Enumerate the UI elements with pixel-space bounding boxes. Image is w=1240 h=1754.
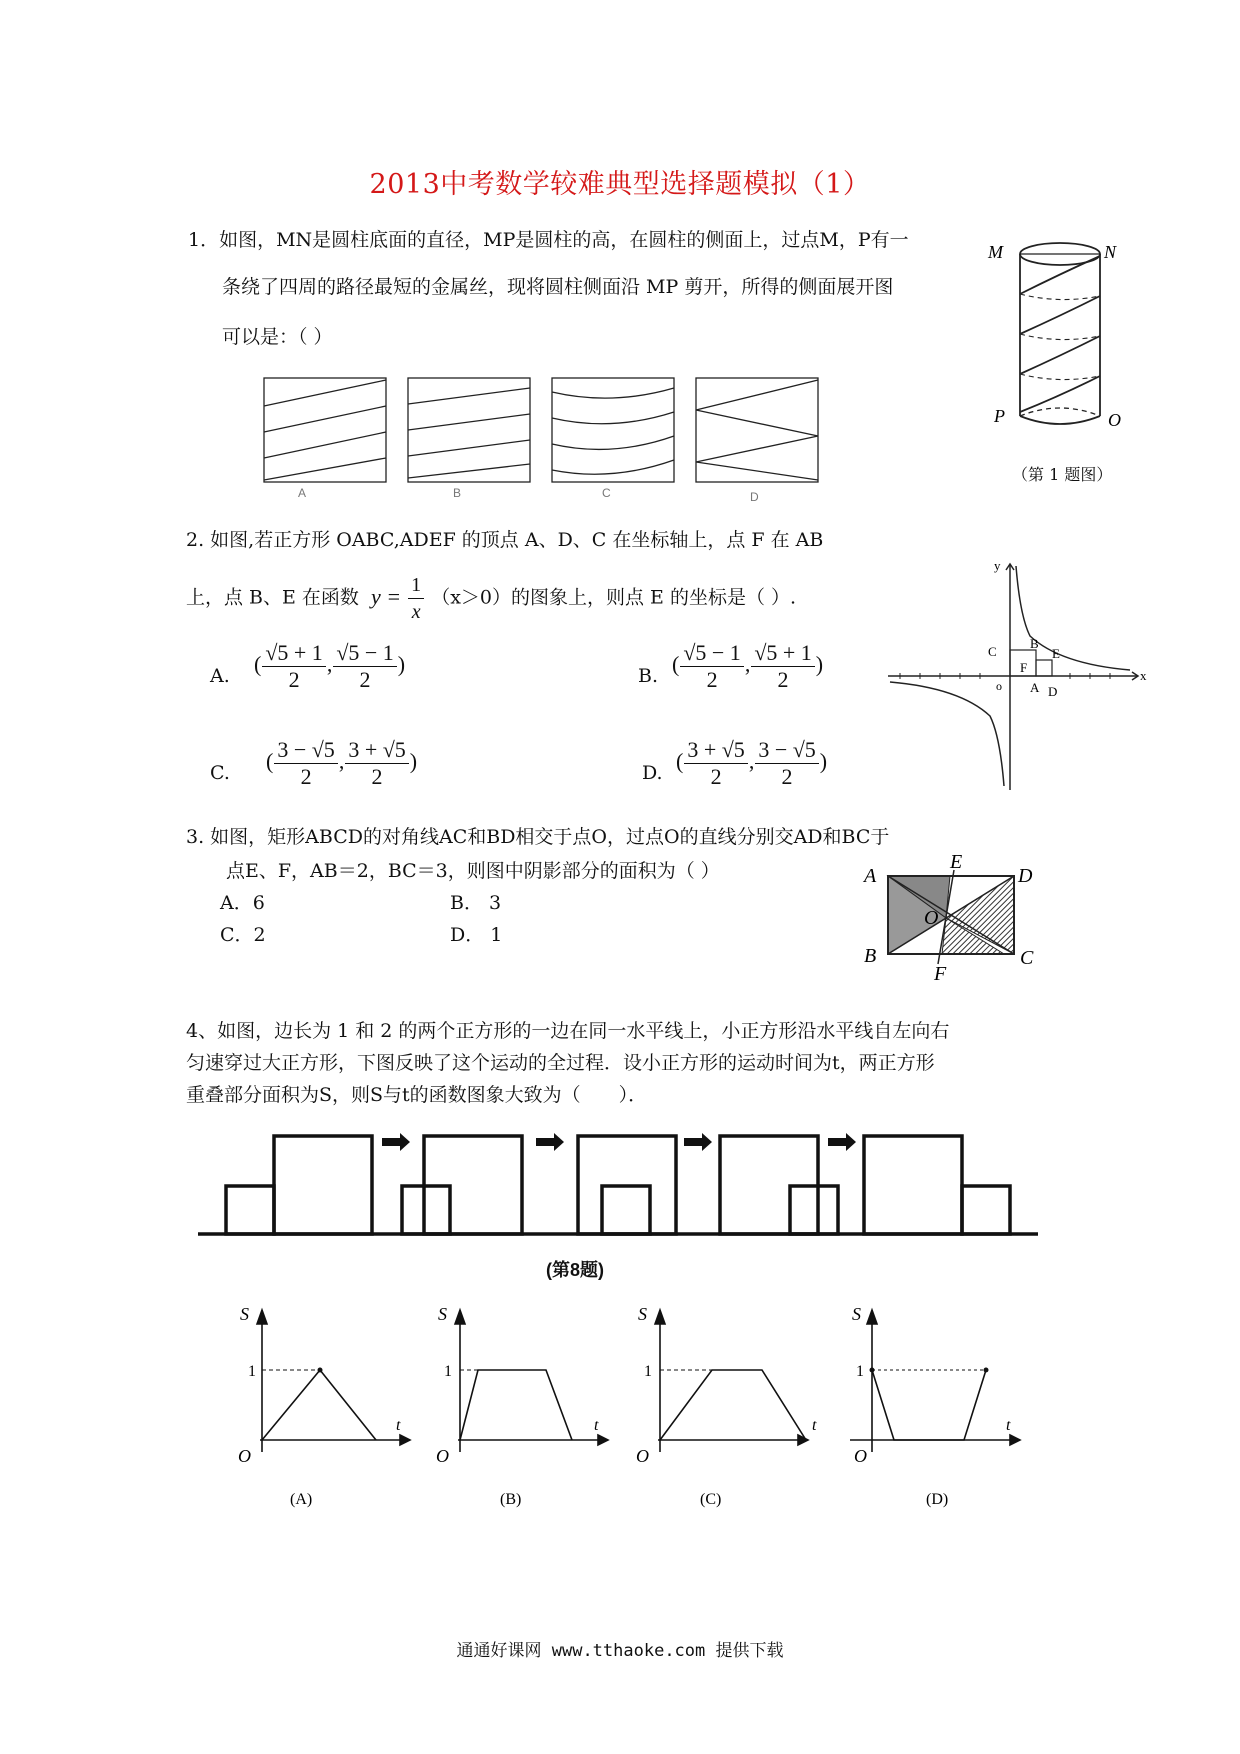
q3-fig-e: E bbox=[950, 851, 963, 873]
q1-panel-b bbox=[408, 378, 530, 482]
q2-func-frac: $\frac{1}{x}$ bbox=[408, 572, 424, 625]
q2-option-d: ( $\frac{3 + √5}{2}$ , $\frac{3 - √5}{2}$ ) bbox=[676, 737, 828, 789]
q2-option-d-letter: D. bbox=[642, 762, 663, 784]
q4-graph-b-s: S bbox=[438, 1304, 447, 1324]
q2-option-a-letter: A. bbox=[210, 665, 230, 687]
q4-graph-a-one: 1 bbox=[248, 1363, 256, 1380]
q4-line2: 匀速穿过大正方形，下图反映了这个运动的全过程．设小正方形的运动时间为t，两正方形 bbox=[186, 1052, 935, 1074]
q3-option-d: D． 1 bbox=[450, 924, 503, 946]
page-footer: 通通好课网 www.tthaoke.com 提供下载 bbox=[456, 1641, 784, 1661]
q2-option-c: ( $\frac{3 - √5}{2}$ , $\frac{3 + √5}{2}$ ) bbox=[266, 737, 418, 789]
q2-fig-y: y bbox=[994, 558, 1001, 573]
q4-graph-c-one: 1 bbox=[644, 1363, 652, 1380]
q2-fig-b: B bbox=[1030, 636, 1039, 651]
q2-option-b-letter: B. bbox=[638, 665, 659, 687]
page-title: 2013中考数学较难典型选择题模拟（1） bbox=[369, 169, 871, 200]
q4-graph-d-t: t bbox=[1006, 1417, 1011, 1434]
q4-graph-b-t: t bbox=[594, 1417, 599, 1434]
q4-graph-a-o: O bbox=[238, 1446, 251, 1466]
q1-label-d: D bbox=[750, 490, 759, 504]
q1-fig-m: M bbox=[988, 242, 1003, 262]
q3-fig-o: O bbox=[924, 907, 939, 929]
q4-graph-b bbox=[455, 1310, 608, 1452]
q2-func-lhs: y = bbox=[370, 583, 402, 609]
q4-graph-d-label: (D) bbox=[926, 1491, 949, 1508]
q4-fig-caption: (第8题) bbox=[546, 1260, 604, 1280]
q4-graph-d bbox=[850, 1310, 1020, 1452]
q3-line1: 3. 如图，矩形ABCD的对角线AC和BD相交于点O，过点O的直线分别交AD和BC于 bbox=[186, 826, 890, 848]
q1-label-c: C bbox=[602, 486, 611, 500]
q3-fig-b: B bbox=[864, 945, 877, 967]
q1-fig-p: P bbox=[994, 406, 1005, 426]
q3-fig-d: D bbox=[1018, 865, 1033, 887]
q4-graph-c-label: (C) bbox=[700, 1491, 722, 1508]
q4-graph-d-s: S bbox=[852, 1304, 861, 1324]
q4-motion-figure bbox=[196, 1122, 1046, 1252]
q4-graph-a-label: (A) bbox=[290, 1491, 313, 1508]
q2-graph-figure bbox=[880, 556, 1150, 796]
q1-cylinder-figure bbox=[990, 234, 1140, 444]
q4-graph-c bbox=[655, 1310, 808, 1452]
q4-graph-a-s: S bbox=[240, 1304, 249, 1324]
q1-panel-d bbox=[696, 378, 818, 482]
q4-graph-b-label: (B) bbox=[500, 1491, 522, 1508]
q3-fig-a: A bbox=[864, 865, 877, 887]
q1-panel-a bbox=[264, 378, 386, 482]
q1-caption: （第 1 题图） bbox=[1012, 465, 1113, 484]
q2-fig-f: F bbox=[1020, 660, 1028, 675]
q2-fig-d: D bbox=[1048, 684, 1058, 699]
q1-line2: 条绕了四周的路径最短的金属丝，现将圆柱侧面沿 MP 剪开，所得的侧面展开图 bbox=[222, 276, 894, 298]
q1-label-b: B bbox=[453, 486, 462, 500]
q4-graph-c-o: O bbox=[636, 1446, 649, 1466]
q3-option-b: B． 3 bbox=[450, 892, 502, 914]
q4-graph-c-t: t bbox=[812, 1417, 817, 1434]
q4-graph-a-t: t bbox=[396, 1417, 401, 1434]
q1-fig-n: N bbox=[1104, 242, 1117, 262]
q2-fig-x: x bbox=[1140, 668, 1147, 683]
q4-line3: 重叠部分面积为S，则S与t的函数图象大致为（ ）． bbox=[186, 1084, 648, 1106]
q4-graphs-figure bbox=[200, 1300, 1040, 1510]
q2-fig-c: C bbox=[988, 644, 997, 659]
q2-fig-a: A bbox=[1030, 680, 1040, 695]
q2-fig-e: E bbox=[1052, 646, 1060, 661]
q4-graph-d-one: 1 bbox=[856, 1363, 864, 1380]
q3-rectangle-figure bbox=[858, 850, 1058, 985]
q3-option-a: A．6 bbox=[220, 892, 265, 914]
q1-line3: 可以是：（ ） bbox=[222, 326, 333, 348]
q3-fig-c: C bbox=[1020, 947, 1034, 969]
q4-graph-a bbox=[257, 1310, 410, 1452]
q2-line2: 上，点 B、E 在函数 y = $\frac{1}{x}$ （x＞0）的图象上，则点 E 的坐标是（ ）. bbox=[186, 574, 797, 623]
q4-graph-b-one: 1 bbox=[444, 1363, 452, 1380]
q2-option-c-letter: C. bbox=[210, 762, 230, 784]
q4-graph-d-o: O bbox=[854, 1446, 867, 1466]
q3-line2: 点E、F，AB＝2，BC＝3，则图中阴影部分的面积为（ ） bbox=[226, 860, 720, 882]
q4-graph-b-o: O bbox=[436, 1446, 449, 1466]
q1-options-figure bbox=[262, 374, 822, 504]
q4-graph-c-s: S bbox=[638, 1304, 647, 1324]
q1-line1: 1．如图，MN是圆柱底面的直径，MP是圆柱的高，在圆柱的侧面上，过点M，P有一 bbox=[188, 229, 909, 251]
q3-fig-f: F bbox=[934, 963, 947, 985]
q2-line1: 2. 如图,若正方形 OABC,ADEF 的顶点 A、D、C 在坐标轴上，点 F 在 AB bbox=[186, 529, 824, 551]
q2-option-b: ( $\frac{√5 - 1}{2}$ , $\frac{√5 + 1}{2}$ ) bbox=[672, 640, 824, 692]
q4-line1: 4、如图，边长为 1 和 2 的两个正方形的一边在同一水平线上，小正方形沿水平线自左向右 bbox=[186, 1020, 950, 1042]
q1-fig-o: O bbox=[1108, 410, 1121, 430]
q2-option-a: ( $\frac{√5 + 1}{2}$ , $\frac{√5 - 1}{2}$ ) bbox=[254, 640, 406, 692]
q2-fig-o: o bbox=[996, 679, 1002, 693]
q3-option-c: C．2 bbox=[220, 924, 266, 946]
q1-label-a: A bbox=[298, 486, 307, 500]
q1-panel-c bbox=[552, 378, 674, 482]
